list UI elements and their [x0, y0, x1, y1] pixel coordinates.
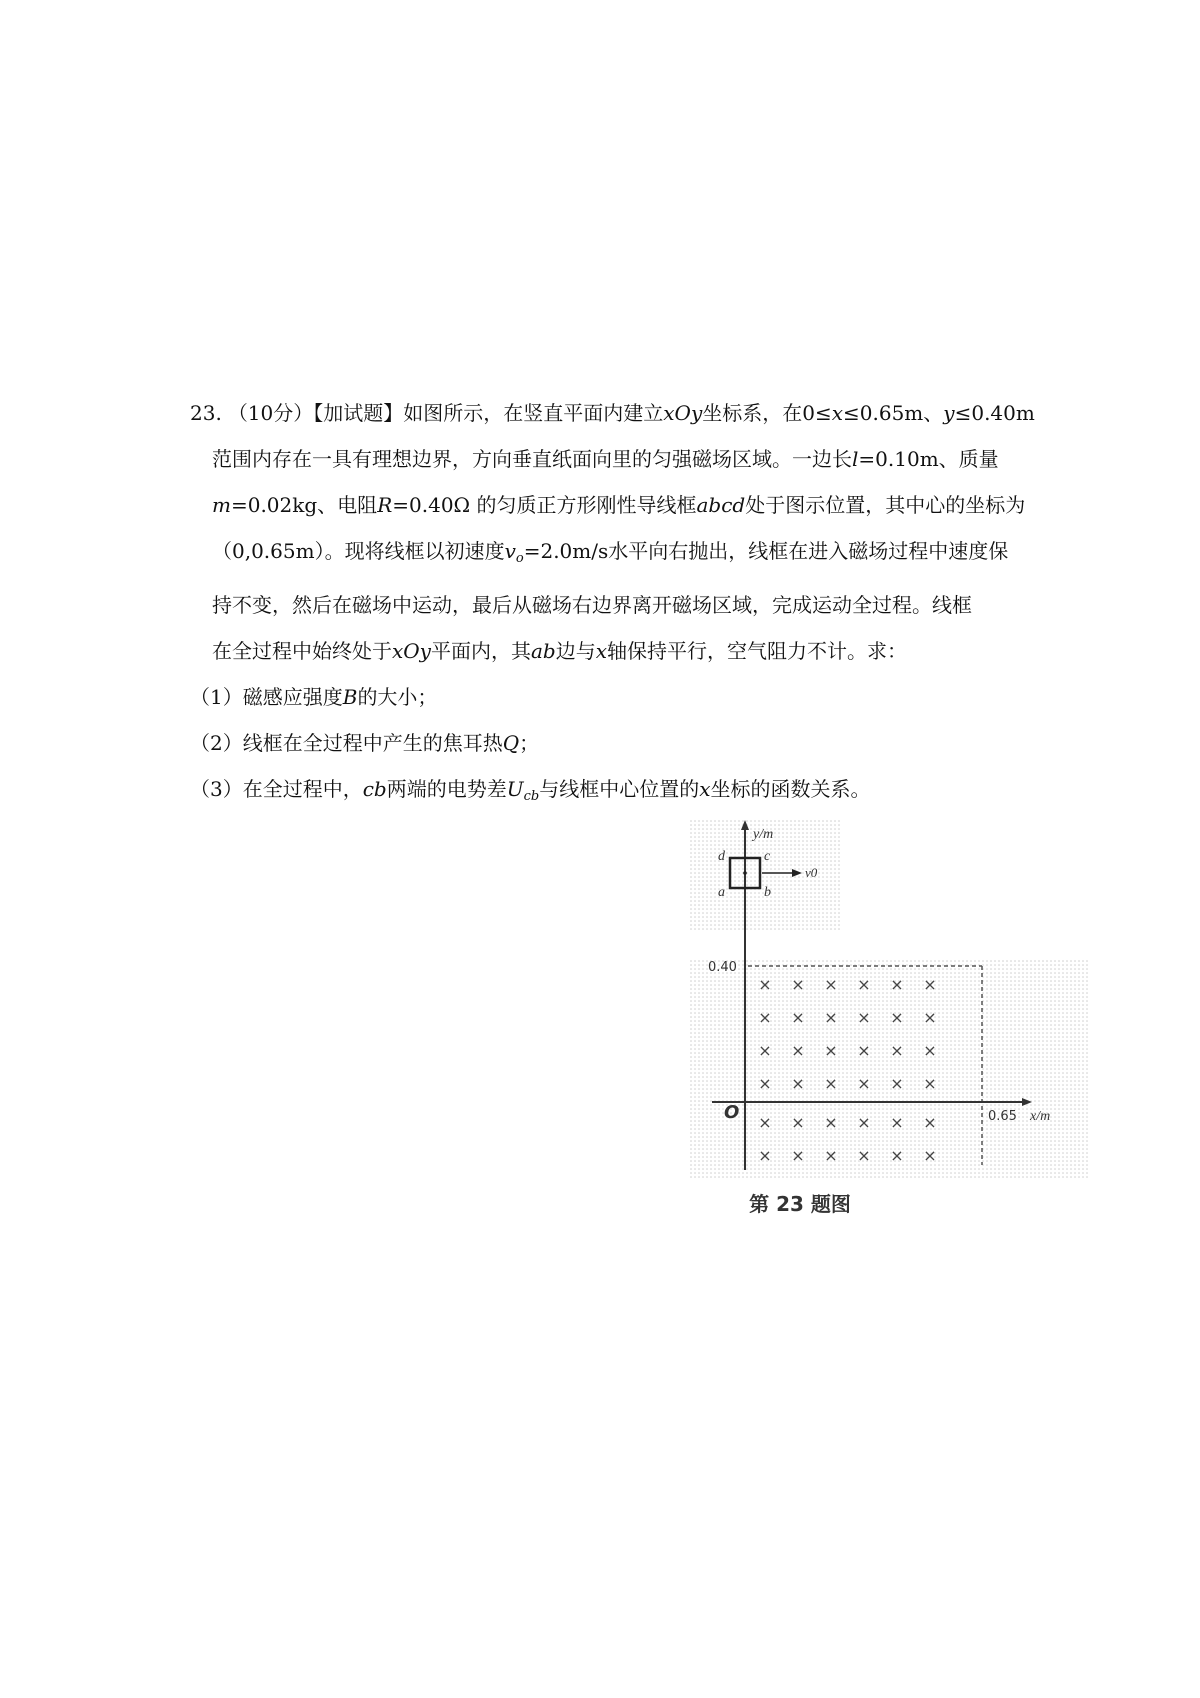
- figure-23: [690, 820, 1090, 1230]
- text-run: =0.40Ω 的匀质正方形刚性导线框: [392, 493, 697, 517]
- text-run: 轴保持平行，空气阻力不计。求：: [607, 639, 907, 663]
- text-run: （0,0.65m）。现将线框以初速度: [212, 539, 505, 563]
- math-var: B: [342, 685, 358, 709]
- field-cross-0-2: ×: [824, 975, 838, 994]
- field-cross-1-1: ×: [791, 1008, 805, 1027]
- problem-line-3: [190, 482, 1030, 528]
- problem-23: [190, 390, 1035, 820]
- problem-line-1: [190, 390, 1035, 436]
- frame-center-dot: [743, 871, 747, 875]
- field-cross-5-2: ×: [824, 1146, 838, 1165]
- field-cross-3-0: ×: [758, 1074, 772, 1093]
- field-cross-1-4: ×: [890, 1008, 904, 1027]
- text-run: 坐标系，在0≤: [702, 401, 832, 425]
- field-cross-5-1: ×: [791, 1146, 805, 1165]
- math-var: l: [852, 447, 859, 471]
- corner-label-c: c: [764, 849, 771, 864]
- field-cross-5-4: ×: [890, 1146, 904, 1165]
- math-var: m: [212, 493, 231, 517]
- field-cross-4-2: ×: [824, 1113, 838, 1132]
- field-cross-0-5: ×: [923, 975, 937, 994]
- text-run: 在全过程中始终处于: [212, 639, 392, 663]
- field-cross-5-3: ×: [857, 1146, 871, 1165]
- text-run: ≤0.40m: [954, 401, 1035, 425]
- figure-caption: 第 23 题图: [749, 1192, 851, 1216]
- field-cross-3-1: ×: [791, 1074, 805, 1093]
- field-cross-4-4: ×: [890, 1113, 904, 1132]
- velocity-label: v0: [805, 865, 818, 880]
- figure-diagram: [690, 820, 1090, 1190]
- field-cross-4-3: ×: [857, 1113, 871, 1132]
- text-run: 在全过程中，: [242, 777, 363, 801]
- math-subscript: o: [515, 551, 524, 566]
- problem-score: （10分）: [227, 401, 314, 425]
- math-var: xOy: [663, 401, 703, 425]
- field-cross-2-4: ×: [890, 1041, 904, 1060]
- math-var: xOy: [392, 639, 431, 663]
- text-run: 范围内存在一具有理想边界，方向垂直纸面向里的匀强磁场区域。一边长: [212, 447, 852, 471]
- text-run: 磁感应强度: [242, 685, 343, 709]
- math-var: abcd: [696, 493, 746, 517]
- field-cross-1-3: ×: [857, 1008, 871, 1027]
- field-cross-1-5: ×: [923, 1008, 937, 1027]
- field-cross-1-2: ×: [824, 1008, 838, 1027]
- math-var: U: [506, 777, 524, 801]
- text-run: 两端的电势差: [386, 777, 507, 801]
- math-var: v: [504, 539, 516, 563]
- text-run: 与线框中心位置的: [539, 777, 700, 801]
- text-run: 坐标的函数关系。: [710, 777, 871, 801]
- problem-line-2: [190, 436, 1030, 482]
- corner-label-d: d: [718, 849, 725, 864]
- field-cross-4-0: ×: [758, 1113, 772, 1132]
- field-cross-5-0: ×: [758, 1146, 772, 1165]
- text-run: 处于图示位置，其中心的坐标为: [745, 493, 1026, 517]
- question-number: （3）: [190, 777, 243, 801]
- text-run: =0.02kg、电阻: [230, 493, 378, 517]
- problem-line-6: [190, 628, 1030, 674]
- field-cross-3-3: ×: [857, 1074, 871, 1093]
- question-number: （2）: [190, 731, 243, 755]
- question-number: （1）: [190, 685, 243, 709]
- field-cross-4-1: ×: [791, 1113, 805, 1132]
- text-run: 的大小；: [357, 685, 438, 709]
- question-3: [190, 766, 1030, 820]
- field-cross-2-0: ×: [758, 1041, 772, 1060]
- field-cross-3-4: ×: [890, 1074, 904, 1093]
- field-cross-2-2: ×: [824, 1041, 838, 1060]
- math-var: x: [699, 777, 711, 801]
- field-cross-2-1: ×: [791, 1041, 805, 1060]
- field-cross-3-2: ×: [824, 1074, 838, 1093]
- field-cross-0-0: ×: [758, 975, 772, 994]
- corner-label-a: a: [718, 885, 725, 900]
- x-axis-label: x/m: [1030, 1109, 1051, 1124]
- origin-label: O: [724, 1102, 740, 1123]
- field-cross-4-5: ×: [923, 1113, 937, 1132]
- problem-tag: 【加试题】: [313, 401, 404, 425]
- math-var: ab: [530, 639, 556, 663]
- text-run: ≤0.65m、: [843, 401, 944, 425]
- field-cross-5-5: ×: [923, 1146, 937, 1165]
- problem-line-4: [190, 528, 1030, 582]
- math-var: y: [943, 401, 955, 425]
- field-cross-2-3: ×: [857, 1041, 871, 1060]
- question-2: [190, 720, 1030, 766]
- math-subscript: cb: [523, 789, 540, 804]
- x-tick-label: 0.65: [988, 1109, 1017, 1124]
- text-run: 持不变，然后在磁场中运动，最后从磁场右边界离开磁场区域，完成运动全过程。线框: [212, 593, 972, 617]
- text-run: 边与: [555, 639, 596, 663]
- field-cross-3-5: ×: [923, 1074, 937, 1093]
- y-axis-label: y/m: [753, 827, 774, 842]
- field-cross-0-4: ×: [890, 975, 904, 994]
- question-1: [190, 674, 1030, 720]
- corner-label-b: b: [764, 885, 771, 900]
- math-var: x: [595, 639, 607, 663]
- text-run: =2.0m/s水平向右抛出，线框在进入磁场过程中速度保: [523, 539, 1009, 563]
- field-cross-0-3: ×: [857, 975, 871, 994]
- text-run: =0.10m、质量: [858, 447, 999, 471]
- math-var: x: [831, 401, 844, 425]
- field-cross-2-5: ×: [923, 1041, 937, 1060]
- math-var: R: [377, 493, 393, 517]
- math-var: cb: [362, 777, 387, 801]
- text-run: ；: [519, 731, 540, 755]
- text-run: 线框在全过程中产生的焦耳热: [242, 731, 503, 755]
- text-run: 平面内，其: [430, 639, 531, 663]
- problem-number: 23.: [190, 401, 222, 425]
- text-run: 如图所示，在竖直平面内建立: [403, 401, 664, 425]
- field-cross-1-0: ×: [758, 1008, 772, 1027]
- math-var: Q: [502, 731, 520, 755]
- problem-line-5: [190, 582, 1030, 628]
- field-cross-0-1: ×: [791, 975, 805, 994]
- y-tick-label: 0.40: [708, 960, 737, 975]
